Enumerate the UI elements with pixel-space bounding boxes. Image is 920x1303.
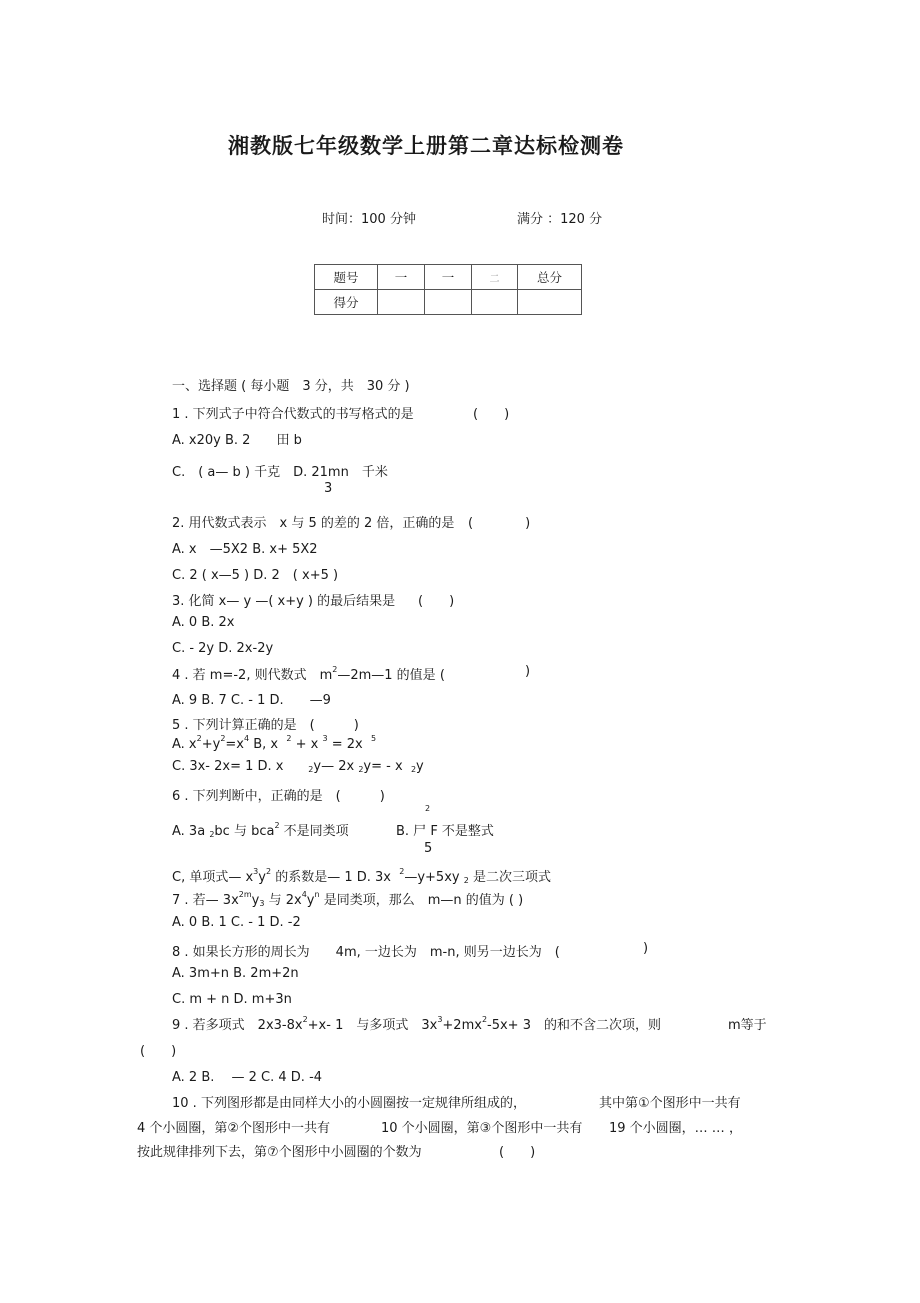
question-5-option-ab [172, 734, 377, 752]
score-table-header-cell: 总分 [518, 265, 582, 290]
question-9-tail: m等于 [728, 1018, 767, 1033]
question-2-answer-paren: ( ) [468, 516, 531, 531]
q5-sub: 2 [308, 765, 314, 774]
q5-exp: 3 [322, 734, 328, 743]
question-3-option-ab: A. 0 B. 2x [172, 615, 235, 630]
q5-text: y= - x [363, 759, 403, 774]
question-9-answer-paren: ( ) [140, 1044, 177, 1059]
question-7-options: A. 0 B. 1 C. - 1 D. -2 [172, 915, 301, 930]
q9-text: 9 . 若多项式 2x3-8x [172, 1018, 303, 1033]
q5-exp: 2 [286, 734, 292, 743]
score-table-header-cell: 一 [425, 265, 472, 290]
q9-exp: 3 [437, 1015, 443, 1024]
score-cell[interactable] [472, 290, 518, 315]
q6-exp: 2 [399, 867, 405, 876]
q5-exp: 2 [220, 734, 226, 743]
question-8-stem: 8 . 如果长方形的周长为 4m, 一边长为 m-n, 则另一边长为 ( [172, 945, 560, 960]
question-2-option-cd: C. 2 ( x—5 ) D. 2 ( x+5 ) [172, 568, 339, 583]
q9-exp: 2 [481, 1015, 488, 1024]
score-cell[interactable] [378, 290, 425, 315]
question-6-stem: 6 . 下列判断中，正确的是 ( ) [172, 789, 385, 804]
score-info [517, 208, 602, 227]
q7-text: y [251, 893, 260, 908]
question-1-option-ab: A. x20y B. 2 田 b [172, 433, 302, 448]
q5-text: y [416, 759, 424, 774]
q4-text: 4 . 若 m=-2, 则代数式 m [172, 668, 333, 683]
score-table-header-cell: 一 [378, 265, 425, 290]
q5-text: = 2x [327, 737, 363, 752]
q4-text: —2m—1 的值是 ( [337, 668, 445, 683]
question-6-option-b-denominator: 5 [424, 841, 433, 856]
question-3-stem: 3. 化简 x— y —( x+y ) 的最后结果是 [172, 594, 396, 609]
q7-text: 与 2x [264, 893, 302, 908]
q5-exp: 5 [370, 734, 377, 743]
question-2-stem: 2. 用代数式表示 x 与 5 的差的 2 倍，正确的是 [172, 516, 455, 531]
score-cell[interactable] [425, 290, 472, 315]
question-10-answer-paren: ( ) [499, 1145, 536, 1160]
question-3-answer-paren: ( ) [418, 594, 455, 609]
q6-text: y [258, 870, 266, 885]
question-6-option-b-exponent: 2 [425, 804, 431, 813]
section-heading: 一、选择题 ( 每小题 3 分，共 30 分 ) [172, 379, 410, 394]
time-info [322, 208, 416, 227]
q5-sub: 2 [410, 765, 417, 774]
q6-exp: 2 [274, 821, 280, 830]
question-6-option-b: B. 尸 F 不是整式 [396, 824, 494, 839]
question-7-stem [172, 889, 523, 908]
score-table [314, 264, 582, 315]
question-10-line-1a: 10 . 下列图形都是由同样大小的小圆圈按一定规律所组成的， [172, 1096, 526, 1111]
question-1-stem: 1 . 下列式子中符合代数式的书写格式的是 [172, 407, 414, 422]
time-value: 100 分钟 [361, 212, 416, 227]
q5-text: y— 2x [313, 759, 355, 774]
q9-text: +2mx [442, 1018, 482, 1033]
question-2-option-ab: A. x —5X2 B. x+ 5X2 [172, 542, 318, 557]
q6-exp: 3 [253, 867, 259, 876]
question-10-line-1b: 其中第①个图形中一共有 [599, 1096, 741, 1111]
q9-text: +x- 1 与多项式 3x [307, 1018, 438, 1033]
q7-text: 7 . 若— 3x [172, 893, 239, 908]
score-row-label: 得分 [315, 290, 378, 315]
question-1-fraction-denominator: 3 [324, 481, 333, 496]
question-5-option-cd [172, 759, 424, 774]
page-title: 湘教版七年级数学上册第二章达标检测卷 [228, 134, 624, 158]
question-1-option-cd: C. ( a— b ) 千克 D. 21mn 千米 [172, 465, 388, 480]
question-10-line-3: 按此规律排列下去，第⑦个图形中小圆圈的个数为 [137, 1145, 422, 1160]
q9-text: -5x+ 3 的和不含二次项，则 [487, 1018, 661, 1033]
q6-text: —y+5xy [404, 870, 460, 885]
question-4-options: A. 9 B. 7 C. - 1 D. —9 [172, 693, 331, 708]
q6-text: 不是同类项 [279, 824, 349, 839]
time-label: 时间： [322, 212, 362, 227]
question-5-stem: 5 . 下列计算正确的是 ( ) [172, 718, 359, 733]
q6-text: 是二次三项式 [468, 870, 551, 885]
q6-sub: 2 [463, 876, 469, 885]
q7-exp: 2m [238, 890, 252, 899]
q7-exp: 4 [301, 890, 307, 899]
q6-text: A. 3a [172, 824, 206, 839]
q5-text: C. 3x- 2x= 1 D. x [172, 759, 284, 774]
q7-sub: 3 [259, 899, 265, 908]
full-score-value: 120 分 [560, 212, 603, 227]
question-6-option-a [172, 820, 349, 839]
full-score-label: 满分 ： [517, 212, 561, 227]
question-4-stem [172, 664, 445, 683]
score-table-header-cell: 二 [472, 265, 518, 290]
question-8-answer-paren: ) [643, 941, 649, 956]
q9-exp: 2 [302, 1015, 308, 1024]
question-10-line-2b: 10 个小圆圈，第③个图形中一共有 [381, 1121, 583, 1136]
q5-exp: 4 [244, 734, 250, 743]
question-8-option-cd: C. m + n D. m+3n [172, 992, 292, 1007]
q5-text: + x [291, 737, 319, 752]
q6-text: 的系数是— 1 D. 3x [271, 870, 391, 885]
question-8-option-ab: A. 3m+n B. 2m+2n [172, 966, 299, 981]
q7-text: 是同类项，那么 m—n 的值为 ( ) [319, 893, 524, 908]
question-9-stem [172, 1014, 661, 1033]
q6-text: bc 与 bca [214, 824, 275, 839]
question-3-option-cd: C. - 2y D. 2x-2y [172, 641, 274, 656]
q6-exp: 2 [265, 867, 272, 876]
q7-exp: n [314, 890, 320, 899]
q6-text: C, 单项式— x [172, 870, 254, 885]
question-1-answer-paren: ( ) [473, 407, 510, 422]
q5-text: B, x [249, 737, 279, 752]
q7-text: y [306, 893, 315, 908]
score-table-score-row [315, 290, 582, 315]
q5-text: =x [225, 737, 244, 752]
question-9-options: A. 2 B. — 2 C. 4 D. -4 [172, 1070, 323, 1085]
q5-sub: 2 [358, 765, 364, 774]
q6-sub: 2 [209, 830, 215, 839]
score-table-header-row [315, 265, 582, 290]
score-table-header-cell: 题号 [315, 265, 378, 290]
q4-exponent: 2 [332, 665, 338, 674]
question-10-line-2a: 4 个小圆圈，第②个图形中一共有 [137, 1121, 331, 1136]
question-10-line-2c: 19 个小圆圈，… … ， [609, 1121, 742, 1136]
q5-exp: 2 [196, 734, 202, 743]
question-6-option-cd [172, 866, 551, 885]
question-4-answer-paren: ) [525, 664, 531, 679]
q5-text: A. x [172, 737, 197, 752]
q5-text: +y [201, 737, 221, 752]
score-cell[interactable] [518, 290, 582, 315]
